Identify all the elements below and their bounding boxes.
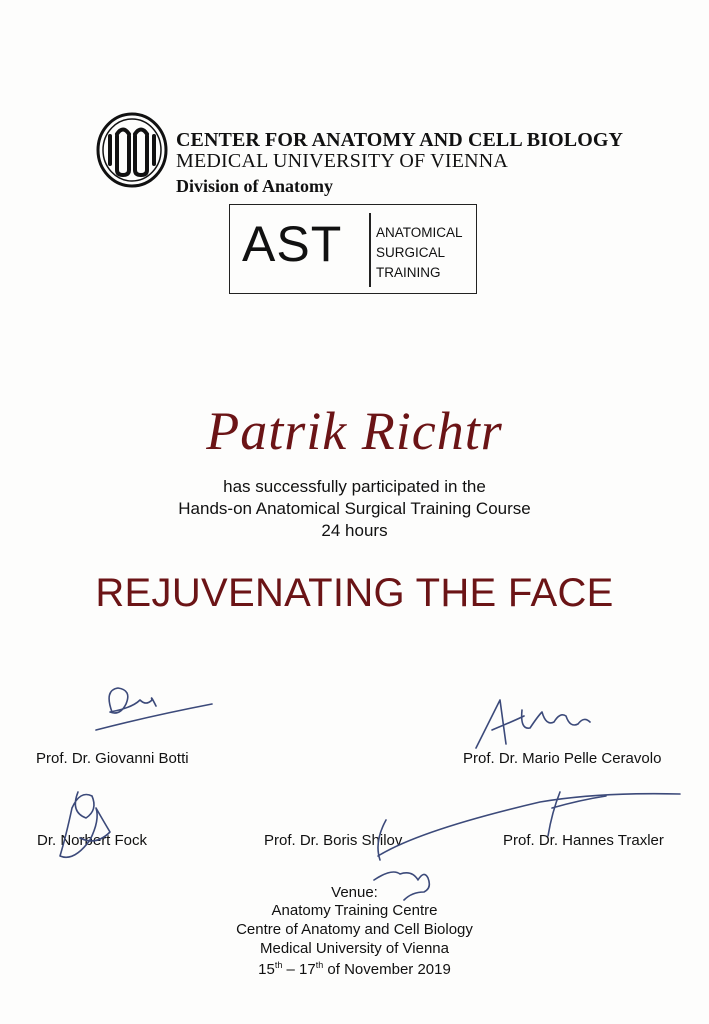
ast-line-surgical: SURGICAL: [376, 245, 446, 260]
venue-label: Venue:: [331, 884, 378, 901]
signatory-shilov: Prof. Dr. Boris Shilov: [264, 832, 403, 849]
signature-traxler: [548, 792, 606, 836]
signatory-fock: Dr. Norbert Fock: [37, 832, 148, 849]
course-duration: 24 hours: [321, 521, 388, 540]
university-seal-icon: [96, 112, 168, 188]
division-name: Division of Anatomy: [176, 176, 334, 196]
ast-divider: [369, 213, 371, 287]
signature-botti: [96, 688, 212, 730]
venue-university: Medical University of Vienna: [260, 940, 449, 957]
ast-line-training: TRAINING: [376, 265, 441, 280]
course-title: REJUVENATING THE FACE: [95, 571, 614, 615]
signatory-ceravolo: Prof. Dr. Mario Pelle Ceravolo: [463, 750, 662, 767]
venue-department: Centre of Anatomy and Cell Biology: [236, 921, 473, 938]
ast-logo: [229, 204, 477, 294]
venue-centre: Anatomy Training Centre: [271, 902, 438, 919]
course-type: Hands-on Anatomical Surgical Training Course: [178, 499, 531, 518]
institution-name: CENTER FOR ANATOMY AND CELL BIOLOGY: [176, 129, 624, 151]
participant-name: Patrik Richtr: [206, 401, 503, 461]
signatory-traxler: Prof. Dr. Hannes Traxler: [503, 832, 664, 849]
ast-line-anatomical: ANATOMICAL: [376, 225, 463, 240]
ast-abbreviation: AST: [242, 216, 343, 272]
university-name: MEDICAL UNIVERSITY OF VIENNA: [176, 150, 509, 172]
course-dates: 15th – 17th of November 2019: [258, 960, 451, 978]
signatory-botti: Prof. Dr. Giovanni Botti: [36, 750, 189, 767]
participation-statement: has successfully participated in the: [223, 477, 486, 496]
signature-ceravolo: [476, 700, 590, 748]
